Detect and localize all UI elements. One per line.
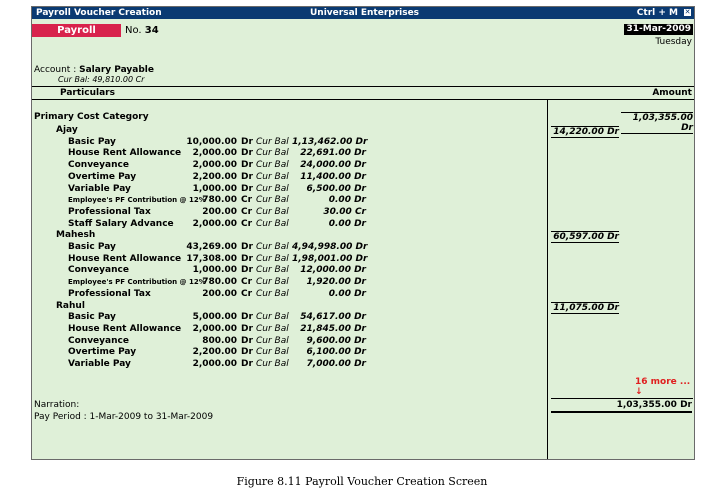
cur-bal-label: Cur Bal	[256, 265, 289, 276]
cur-bal-label: Cur Bal	[256, 335, 289, 346]
pay-head-balance: 4,94,998.00 Dr	[292, 242, 368, 252]
pay-head-balance: 7,000.00 Dr	[306, 359, 366, 369]
voucher-date[interactable]: 31-Mar-2009	[626, 24, 691, 34]
pay-head-name[interactable]: Professional Tax	[68, 206, 151, 217]
pay-head-amount[interactable]: 2,000.00	[192, 218, 237, 229]
figure-caption: Figure 8.11 Payroll Voucher Creation Screen	[236, 475, 488, 488]
pay-head-amount[interactable]: 1,000.00	[192, 265, 237, 276]
pay-head-amount[interactable]: 2,000.00	[192, 160, 237, 171]
dr-cr-indicator: Dr	[241, 323, 253, 334]
pay-head-amount[interactable]: 2,000.00	[192, 148, 237, 159]
dr-cr-indicator: Dr	[241, 359, 253, 369]
pay-head-amount[interactable]: 780.00	[202, 195, 237, 206]
dr-cr-indicator: Dr	[241, 253, 253, 264]
dr-cr-indicator: Dr	[241, 242, 253, 252]
pay-head-amount[interactable]: 5,000.00	[192, 312, 237, 323]
cur-bal-label: Cur Bal	[256, 312, 289, 323]
pay-head-name[interactable]: Basic Pay	[68, 242, 116, 252]
cur-bal-label: Cur Bal	[256, 277, 289, 288]
pay-head-amount[interactable]: 2,000.00	[192, 323, 237, 334]
pay-head-balance: 22,691.00 Dr	[300, 148, 366, 159]
dr-cr-indicator: Dr	[241, 148, 253, 159]
shortcut-label: Ctrl + M	[636, 8, 678, 18]
particulars-header: Particulars	[60, 88, 115, 98]
pay-head-name[interactable]: Basic Pay	[68, 136, 116, 147]
pay-head-name[interactable]: Variable Pay	[68, 359, 131, 369]
cur-bal-label: Cur Bal	[256, 171, 289, 182]
pay-head-amount[interactable]: 17,308.00	[186, 253, 237, 264]
dr-cr-indicator: Dr	[241, 265, 253, 276]
cur-bal-label: Cur Bal	[256, 347, 289, 358]
pay-head-name[interactable]: Employee's PF Contribution @ 12%	[68, 278, 206, 287]
dr-cr-indicator: Cr	[241, 195, 253, 206]
cur-bal-label: Cur Bal	[256, 136, 289, 147]
voucher-type-badge[interactable]: Payroll	[32, 24, 121, 37]
account-line	[34, 65, 154, 75]
cur-bal-label: Cur Bal	[256, 183, 289, 194]
pay-head-balance: 0.00 Dr	[328, 218, 366, 229]
cur-bal-label: Cur Bal	[256, 206, 289, 217]
pay-head-name[interactable]: Overtime Pay	[68, 171, 137, 182]
pay-head-balance: 30.00 Cr	[323, 206, 366, 217]
cur-bal-label: Cur Bal	[256, 288, 289, 299]
pay-head-name[interactable]: Conveyance	[68, 265, 129, 276]
voucher-number	[125, 24, 159, 37]
pay-head-amount[interactable]: 10,000.00	[186, 136, 237, 147]
pay-head-name[interactable]: House Rent Allowance	[68, 253, 182, 264]
pay-head-amount[interactable]: 200.00	[202, 288, 237, 299]
cur-bal-label: Cur Bal	[256, 323, 289, 334]
pay-head-amount[interactable]: 1,000.00	[192, 183, 237, 194]
pay-head-balance: 1,13,462.00 Dr	[292, 136, 368, 147]
cur-bal-label: Cur Bal	[256, 195, 289, 206]
pay-head-balance: 6,100.00 Dr	[306, 347, 366, 358]
pay-head-amount[interactable]: 2,000.00	[192, 359, 237, 369]
pay-head-name[interactable]: Basic Pay	[68, 312, 116, 323]
employee-name[interactable]: Rahul	[56, 300, 85, 311]
total-rule	[551, 398, 693, 399]
voucher-screen	[31, 6, 695, 460]
employee-name[interactable]: Ajay	[56, 125, 78, 135]
account-name[interactable]: Salary Payable	[79, 65, 154, 75]
cur-bal-label: Cur Bal	[256, 242, 289, 252]
pay-head-balance: 11,400.00 Dr	[300, 171, 366, 182]
pay-head-balance: 1,920.00 Dr	[306, 277, 366, 288]
window-title: Payroll Voucher Creation	[36, 8, 162, 18]
cost-category-total: 1,03,355.00 Dr	[621, 112, 693, 134]
dr-cr-indicator: Dr	[241, 136, 253, 147]
pay-head-amount[interactable]: 2,200.00	[192, 171, 237, 182]
employee-total: 60,597.00 Dr	[551, 231, 619, 243]
pay-head-amount[interactable]: 43,269.00	[186, 242, 237, 252]
pay-head-balance: 1,98,001.00 Dr	[292, 253, 368, 264]
pay-head-name[interactable]: Conveyance	[68, 335, 129, 346]
voucher-number-value[interactable]: 34	[144, 25, 159, 36]
employee-total: 11,075.00 Dr	[551, 302, 619, 314]
pay-head-name[interactable]: Staff Salary Advance	[68, 218, 174, 229]
account-label: Account :	[34, 65, 77, 75]
dr-cr-indicator: Dr	[241, 347, 253, 358]
pay-head-balance: 0.00 Dr	[328, 288, 366, 299]
voucher-number-label: No.	[125, 25, 142, 36]
cur-bal-label: Cur Bal	[256, 218, 289, 229]
close-icon[interactable]: ✕	[684, 8, 691, 16]
account-current-balance: Cur Bal: 49,810.00 Cr	[58, 75, 145, 84]
pay-head-name[interactable]: Overtime Pay	[68, 347, 137, 358]
pay-head-amount[interactable]: 200.00	[202, 206, 237, 217]
pay-head-balance: 24,000.00 Dr	[300, 160, 366, 171]
amount-header: Amount	[652, 88, 692, 98]
cur-bal-label: Cur Bal	[256, 253, 289, 264]
company-name: Universal Enterprises	[310, 8, 420, 18]
dr-cr-indicator: Dr	[241, 312, 253, 323]
narration-field[interactable]: Pay Period : 1-Mar-2009 to 31-Mar-2009	[34, 412, 214, 422]
pay-head-name[interactable]: House Rent Allowance	[68, 323, 182, 334]
dr-cr-indicator: Dr	[241, 171, 253, 182]
dr-cr-indicator: Cr	[241, 288, 253, 299]
dr-cr-indicator: Dr	[241, 183, 253, 194]
cost-category-name[interactable]: Primary Cost Category	[34, 112, 149, 122]
dr-cr-indicator: Cr	[241, 277, 253, 288]
cur-bal-label: Cur Bal	[256, 148, 289, 159]
dr-cr-indicator: Dr	[241, 160, 253, 171]
employee-name[interactable]: Mahesh	[56, 230, 96, 241]
table-header	[32, 86, 694, 100]
pay-head-balance: 54,617.00 Dr	[300, 312, 366, 323]
pay-head-amount[interactable]: 800.00	[202, 335, 237, 346]
cur-bal-label: Cur Bal	[256, 160, 289, 171]
dr-cr-indicator: Dr	[241, 335, 253, 346]
pay-head-balance: 9,600.00 Dr	[306, 335, 366, 346]
narration-label: Narration:	[34, 400, 80, 410]
dr-cr-indicator: Cr	[241, 218, 253, 229]
pay-head-amount[interactable]: 2,200.00	[192, 347, 237, 358]
pay-head-name[interactable]: House Rent Allowance	[68, 148, 182, 159]
more-items-indicator[interactable]: 16 more ... ↓	[635, 377, 691, 397]
employee-total: 14,220.00 Dr	[551, 126, 619, 138]
voucher-day: Tuesday	[655, 37, 692, 47]
pay-head-name[interactable]: Conveyance	[68, 160, 129, 171]
column-divider	[547, 99, 548, 459]
pay-head-balance: 12,000.00 Dr	[300, 265, 366, 276]
pay-head-balance: 0.00 Dr	[328, 195, 366, 206]
pay-head-name[interactable]: Professional Tax	[68, 288, 151, 299]
pay-head-name[interactable]: Employee's PF Contribution @ 12%	[68, 196, 206, 205]
pay-head-balance: 21,845.00 Dr	[300, 323, 366, 334]
voucher-total: 1,03,355.00 Dr	[551, 400, 692, 413]
cur-bal-label: Cur Bal	[256, 359, 289, 369]
pay-head-amount[interactable]: 780.00	[202, 277, 237, 288]
title-bar	[32, 7, 694, 19]
pay-head-name[interactable]: Variable Pay	[68, 183, 131, 194]
pay-head-balance: 6,500.00 Dr	[306, 183, 366, 194]
dr-cr-indicator: Cr	[241, 206, 253, 217]
